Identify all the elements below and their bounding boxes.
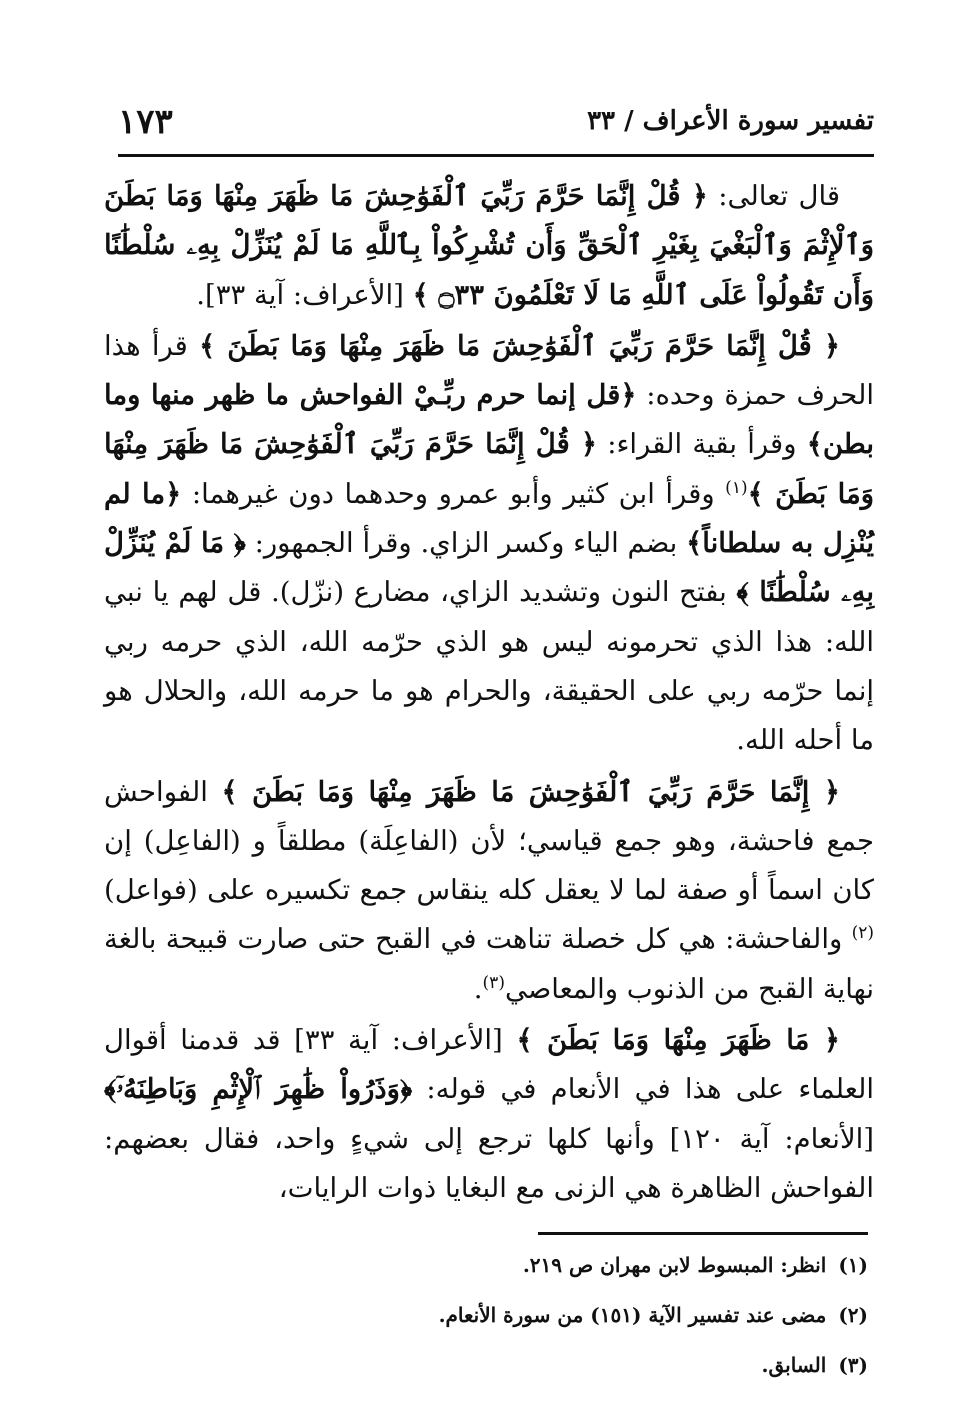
commentary-text: قال تعالى: — [707, 180, 840, 212]
commentary-text: وقرأ بقية القراء: — [596, 428, 807, 461]
footnote-text: السابق. — [761, 1353, 827, 1377]
commentary-text: . — [473, 972, 483, 1005]
quran-verse: ﴿ما لم يُنْزِل به سلطاناً﴾ — [104, 477, 874, 560]
footnote-text: انظر: المبسوط لابن مهران ص ٢١٩. — [522, 1253, 827, 1277]
paragraph — [104, 768, 874, 1014]
quran-verse: ﴿ قُلْ إِنَّمَا حَرَّمَ رَبِّيَ ٱلْفَوَٰحِشَ مَا ظَهَرَ مِنْهَا وَمَا بَطَنَ وَٱلْإِثْمَ وَٱلْبَغْيَ بِغَيْرِ ٱلْحَقِّ وَأَن تُشْرِكُواْ بِٱللَّهِ مَا لَمْ يُنَزِّلْ بِهِۦ سُلْطَٰنًا وَأَن تَقُولُواْ عَلَى ٱللَّهِ مَا لَا تَعْلَمُونَ ۝٣٣ ﴾ — [104, 180, 874, 311]
footnote-reference: (٣) — [482, 972, 505, 993]
quran-verse: ﴿ قُلْ إِنَّمَا حَرَّمَ رَبِّيَ ٱلْفَوَٰحِشَ مَا ظَهَرَ مِنْهَا وَمَا بَطَنَ ﴾ — [199, 329, 840, 362]
commentary-text: [الأعراف: آية ٣٣]. — [196, 278, 413, 311]
quran-verse: ﴿ مَا لَمْ يُنَزِّلْ بِهِۦ سُلْطَٰنًا ﴾ — [104, 527, 875, 609]
footnote-divider — [538, 1232, 868, 1235]
quran-verse: ﴿ إِنَّمَا حَرَّمَ رَبِّيَ ٱلْفَوَٰحِشَ مَا ظَهَرَ مِنْهَا وَمَا بَطَنَ ﴾ — [221, 775, 841, 808]
footnote-number: (٣) — [838, 1353, 868, 1377]
paragraph — [104, 1016, 874, 1213]
commentary-text: [الأعراف: آية ٣٣] قد قدمنا أقوال العلماء على هذا في الأنعام في قوله: — [104, 1024, 874, 1106]
footnote — [98, 1240, 868, 1290]
page-header — [118, 96, 874, 157]
footnote-text: مضى عند تفسير الآية (١٥١) من سورة الأنعام. — [438, 1303, 827, 1327]
paragraph — [104, 172, 874, 320]
footnote-number: (٢) — [838, 1303, 868, 1327]
commentary-text: [الأنعام: آية ١٢٠] وأنها كلها ترجع إلى شيءٍ واحد، فقال بعضهم: الفواحش الظاهرة هي الزنى مع البغايا ذوات الرايات، — [104, 1122, 874, 1204]
footnote-reference: (٢) — [851, 923, 874, 944]
commentary-text: والفاحشة: هي كل خصلة تناهت في القبح حتى صارت قبيحة بالغة نهاية القبح من الذنوب والمعاصي — [104, 923, 874, 1005]
commentary-text: الفواحش جمع فاحشة، وهو جمع قياسي؛ لأن (الفاعِلَة) مطلقاً و (الفاعِل) إن كان اسماً أو صفة لما لا يعقل كله ينقاس جمع تكسيره على (فواعل) — [104, 775, 874, 907]
quran-verse: ﴿ قُلْ إِنَّمَا حَرَّمَ رَبِّيَ ٱلْفَوَٰحِشَ مَا ظَهَرَ مِنْهَا وَمَا بَطَنَ ﴾ — [104, 428, 874, 510]
footnote-number: (١) — [838, 1253, 868, 1277]
footnote — [98, 1290, 868, 1340]
quran-verse: ﴿ مَا ظَهَرَ مِنْهَا وَمَا بَطَنَ ﴾ — [516, 1024, 841, 1057]
running-title: تفسير سورة الأعراف / ٣٣ — [587, 106, 874, 136]
body-text — [104, 172, 874, 1213]
quran-verse: ﴿قل إنما حرم ربِّـيْ الفواحش ما ظهر منها وما بطن﴾ — [104, 379, 874, 461]
commentary-text: بفتح النون وتشديد الزاي، مضارع (نزّل). قل لهم يا نبي الله: هذا الذي تحرمونه ليس هو الذي حرّمه الله، الذي حرمه ربي إنما حرّمه ربي على الحقيقة، والحرام هو ما حرمه الله، والحلال هو ما أحله الله. — [104, 576, 874, 757]
quran-verse: ﴿وَذَرُواْ ظَٰهِرَ ٱلْإِثْمِ وَبَاطِنَهُۥٓ﴾ — [104, 1073, 413, 1106]
footnote — [98, 1340, 868, 1390]
commentary-text: بضم الياء وكسر الزاي. وقرأ الجمهور: — [245, 527, 687, 560]
commentary-text: قرأ هذا الحرف حمزة وحده: — [104, 329, 874, 412]
footnotes — [98, 1240, 868, 1390]
page-number: ١٧٣ — [118, 102, 173, 142]
commentary-text: وقرأ ابن كثير وأبو عمرو وحدهما دون غيرهما: — [181, 477, 726, 510]
paragraph — [104, 322, 874, 766]
footnote-reference: (١) — [725, 477, 748, 498]
